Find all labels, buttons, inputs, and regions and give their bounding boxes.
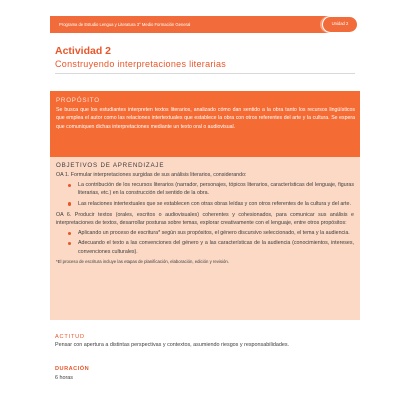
writing-process-note: *El proceso de escritura incluye las etapas de planificación, elaboración, edición y revisión. <box>56 258 229 264</box>
page-header <box>0 0 400 27</box>
oa6-text: OA 6. Producir textos (orales, escritos o audiovisuales) coherentes y cohesionados, para comunicar sus análisis e interpretaciones de textos, desarrollar posturas sobre temas, explorar creativamente con el lenguaje, entre otros propósitos: <box>56 211 354 227</box>
activity-title: Actividad 2 <box>55 45 112 57</box>
attitude-text: Pensar con apertura a distintas perspectivas y contextos, asumiendo riesgos y responsabilidades. <box>55 342 290 348</box>
bullet-text: La contribución de los recursos literarios (narrador, personajes, tópicos literarios, características del lenguaje, figuras literarias, etc.) en la construcción del sentido de la obra. <box>78 182 354 197</box>
list-item <box>68 181 354 197</box>
activity-subtitle: Construyendo interpretaciones literarias <box>55 59 227 69</box>
duration-text: 6 horas <box>55 375 73 381</box>
duration-heading: DURACIÓN <box>55 366 90 372</box>
list-item <box>68 239 354 255</box>
purpose-section <box>50 91 360 157</box>
bullet-text: Aplicando un proceso de escritura* según sus propósitos, el género discursivo seleccionado, el tema y la audiencia. <box>78 230 350 237</box>
list-item <box>68 200 354 208</box>
bullet-icon <box>68 184 71 187</box>
unit-label: Unidad 2 <box>331 21 349 26</box>
oa6-bullet-list <box>68 229 354 256</box>
bullet-icon <box>68 202 71 205</box>
oa1-text: OA 1. Formular interpretaciones surgidas de sus análisis literarios, considerando: <box>56 172 247 178</box>
course-label: Programa de Estudio Lengua y Literatura 3° Medio Formación General <box>59 22 191 27</box>
bullet-text: Las relaciones intertextuales que se establecen con otras obras leídas y con otros referentes de la cultura y del arte. <box>78 200 351 207</box>
purpose-heading: PROPÓSITO <box>56 97 100 104</box>
list-item <box>68 229 354 237</box>
bullet-text: Adecuando el texto a las convenciones del género y a las características de la audiencia (conocimientos, intereses, convenciones culturales). <box>78 240 354 255</box>
bullet-icon <box>68 232 71 235</box>
objectives-section <box>50 157 360 320</box>
purpose-text: Se busca que los estudiantes interpreten textos literarios, analizado cómo dan sentido a la obra tanto los recursos lingüísticos que emplea el autor como las relaciones intertextuales que establece la obra con otros referentes del arte y la cultura. Se espera que comuniquen dichas interpretaciones mediante un texto oral o audiovisual. <box>56 107 355 130</box>
objectives-heading: OBJETIVOS DE APRENDIZAJE <box>56 162 165 169</box>
course-banner <box>50 16 345 33</box>
unit-tab <box>322 16 358 33</box>
title-divider <box>55 73 355 74</box>
oa1-bullet-list <box>68 181 354 208</box>
attitude-heading: ACTITUD <box>55 334 85 340</box>
bullet-icon <box>68 242 71 245</box>
